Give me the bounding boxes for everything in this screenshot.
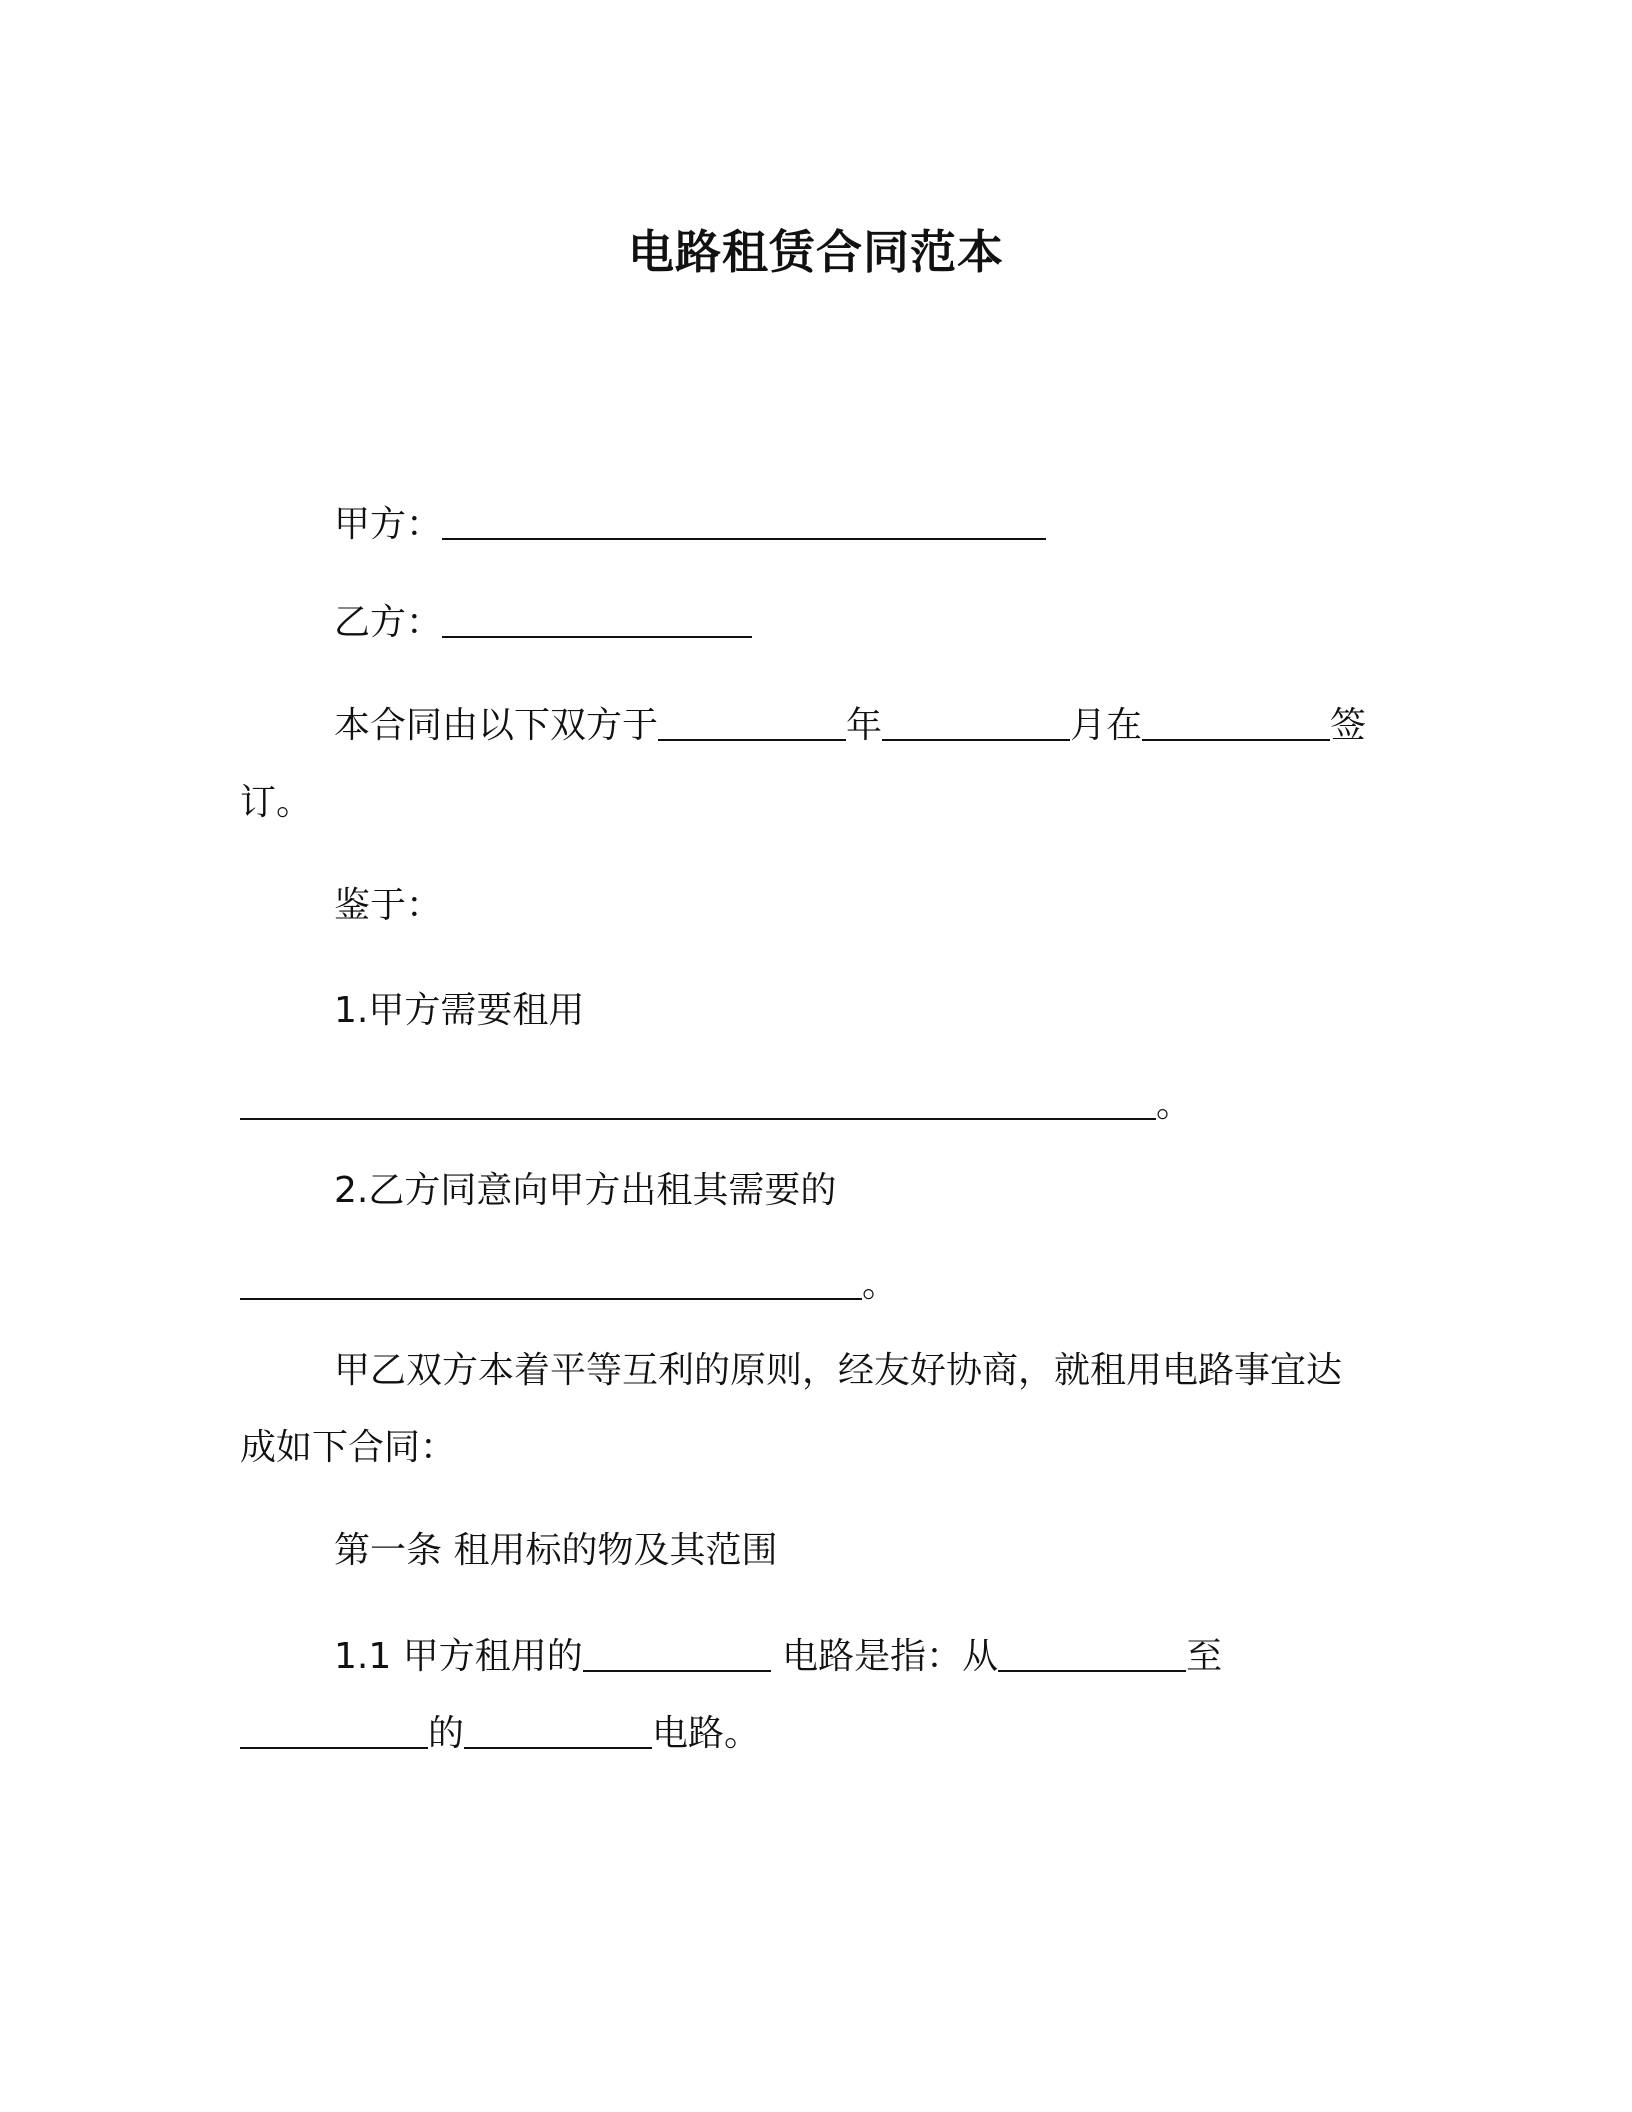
article1-title: 第一条 租用标的物及其范围 [334, 1530, 778, 1571]
agreement-text-1: 甲乙双方本着平等互利的原则，经友好协商，就租用电路事宜达 [334, 1350, 1343, 1391]
clause-1-1-text-3: 至 [1186, 1636, 1223, 1677]
item1-line [334, 988, 584, 1034]
agreement-line-1 [334, 1348, 1342, 1394]
clause-1-1-from-blank [998, 1668, 1186, 1672]
item1-end: 。 [1156, 1084, 1193, 1125]
whereas-label: 鉴于： [334, 885, 443, 926]
signing-text-3: 月在 [1070, 705, 1143, 746]
clause-1-1-text-1: 1.1 甲方租用的 [334, 1636, 583, 1677]
signing-text-2: 年 [846, 705, 883, 746]
article1-title-line [334, 1528, 777, 1574]
whereas-line [334, 883, 442, 929]
clause-1-1-text-2: 电路是指：从 [770, 1636, 999, 1677]
signing-line-2 [240, 780, 312, 826]
signing-text-5: 订。 [240, 782, 313, 823]
signing-text-1: 本合同由以下双方于 [334, 705, 659, 746]
party-b-line [334, 600, 752, 646]
item2-fill-line [240, 1262, 898, 1308]
item1-fill-line [240, 1082, 1192, 1128]
clause-1-1-text-4: 的 [428, 1713, 465, 1754]
item2-line [334, 1168, 836, 1214]
clause-1-1-line-1 [334, 1634, 1222, 1680]
agreement-text-2: 成如下合同： [240, 1427, 457, 1468]
party-a-blank [442, 536, 1046, 540]
party-a-label: 甲方： [334, 504, 443, 545]
party-a-line [334, 502, 1046, 548]
signing-place-blank [1142, 737, 1330, 741]
clause-1-1-circuit-blank [583, 1668, 771, 1672]
item1-blank [240, 1116, 1156, 1120]
party-b-label: 乙方： [334, 602, 443, 643]
signing-line-1 [334, 703, 1366, 749]
clause-1-1-to-blank [240, 1745, 428, 1749]
item2-blank [240, 1296, 862, 1300]
clause-1-1-type-blank [464, 1745, 652, 1749]
document-title: 电路租赁合同范本 [628, 225, 1004, 279]
item2-text: 2.乙方同意向甲方出租其需要的 [334, 1170, 837, 1211]
item2-end: 。 [862, 1264, 899, 1305]
item1-text: 1.甲方需要租用 [334, 990, 585, 1031]
clause-1-1-line-2 [240, 1711, 760, 1757]
party-b-blank [442, 634, 752, 638]
clause-1-1-text-5: 电路。 [652, 1713, 761, 1754]
agreement-line-2 [240, 1425, 456, 1471]
signing-year-blank [658, 737, 846, 741]
signing-month-blank [882, 737, 1070, 741]
signing-text-4: 签 [1330, 705, 1367, 746]
